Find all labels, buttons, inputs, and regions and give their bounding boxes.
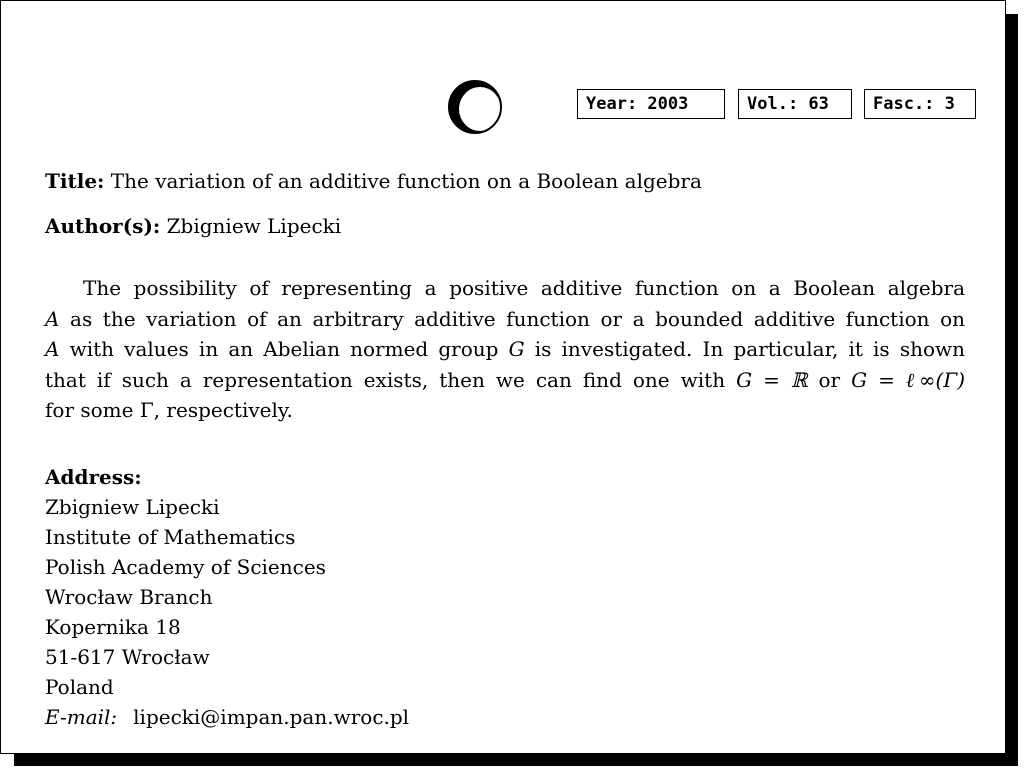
title-row bbox=[45, 169, 702, 193]
year-badge: Year: 2003 bbox=[577, 89, 725, 119]
email-row bbox=[45, 702, 409, 732]
address-label: Address: bbox=[45, 465, 142, 489]
address-line: Zbigniew Lipecki bbox=[45, 495, 220, 519]
author-label: Author(s): bbox=[45, 214, 161, 238]
author-name: Zbigniew Lipecki bbox=[166, 214, 342, 238]
math-symbol: A bbox=[45, 306, 60, 331]
address-line: Wrocław Branch bbox=[45, 585, 213, 609]
abstract-line: The possibility of representing a positive additive function on a Boolean algebra bbox=[83, 276, 965, 300]
abstract-text: that if such a representation exists, then we can find one with bbox=[45, 367, 726, 392]
journal-logo-icon bbox=[447, 79, 503, 135]
fascicle-badge: Fasc.: 3 bbox=[864, 89, 976, 119]
address-line: Poland bbox=[45, 675, 114, 699]
title-label: Title: bbox=[45, 169, 105, 193]
abstract-text: or bbox=[818, 367, 841, 392]
abstract bbox=[45, 273, 965, 426]
abstract-line bbox=[45, 304, 965, 335]
address-line: Polish Academy of Sciences bbox=[45, 555, 326, 579]
volume-badge: Vol.: 63 bbox=[738, 89, 852, 119]
abstract-text: with values in an Abelian normed group bbox=[69, 337, 499, 361]
email-label: E-mail: bbox=[45, 705, 118, 729]
address-block bbox=[45, 462, 409, 732]
math-symbol: A bbox=[45, 337, 60, 361]
math-symbol: G bbox=[508, 337, 525, 361]
address-line: Kopernika 18 bbox=[45, 615, 181, 639]
abstract-text: as the variation of an arbitrary additive function or a bounded additive function on bbox=[70, 306, 965, 331]
abstract-line bbox=[45, 334, 965, 365]
abstract-line: for some Γ, respectively. bbox=[45, 398, 293, 422]
abstract-text: is investigated. In particular, it is shown bbox=[534, 337, 966, 361]
abstract-line bbox=[45, 365, 965, 396]
author-row bbox=[45, 214, 341, 238]
math-formula: G = ℝ bbox=[736, 367, 808, 392]
address-line: 51-617 Wrocław bbox=[45, 645, 210, 669]
email-address[interactable]: lipecki@impan.pan.wroc.pl bbox=[133, 705, 410, 729]
paper-title: The variation of an additive function on a Boolean algebra bbox=[110, 169, 702, 193]
math-formula: G = ℓ∞(Γ) bbox=[851, 367, 966, 392]
address-line: Institute of Mathematics bbox=[45, 525, 296, 549]
